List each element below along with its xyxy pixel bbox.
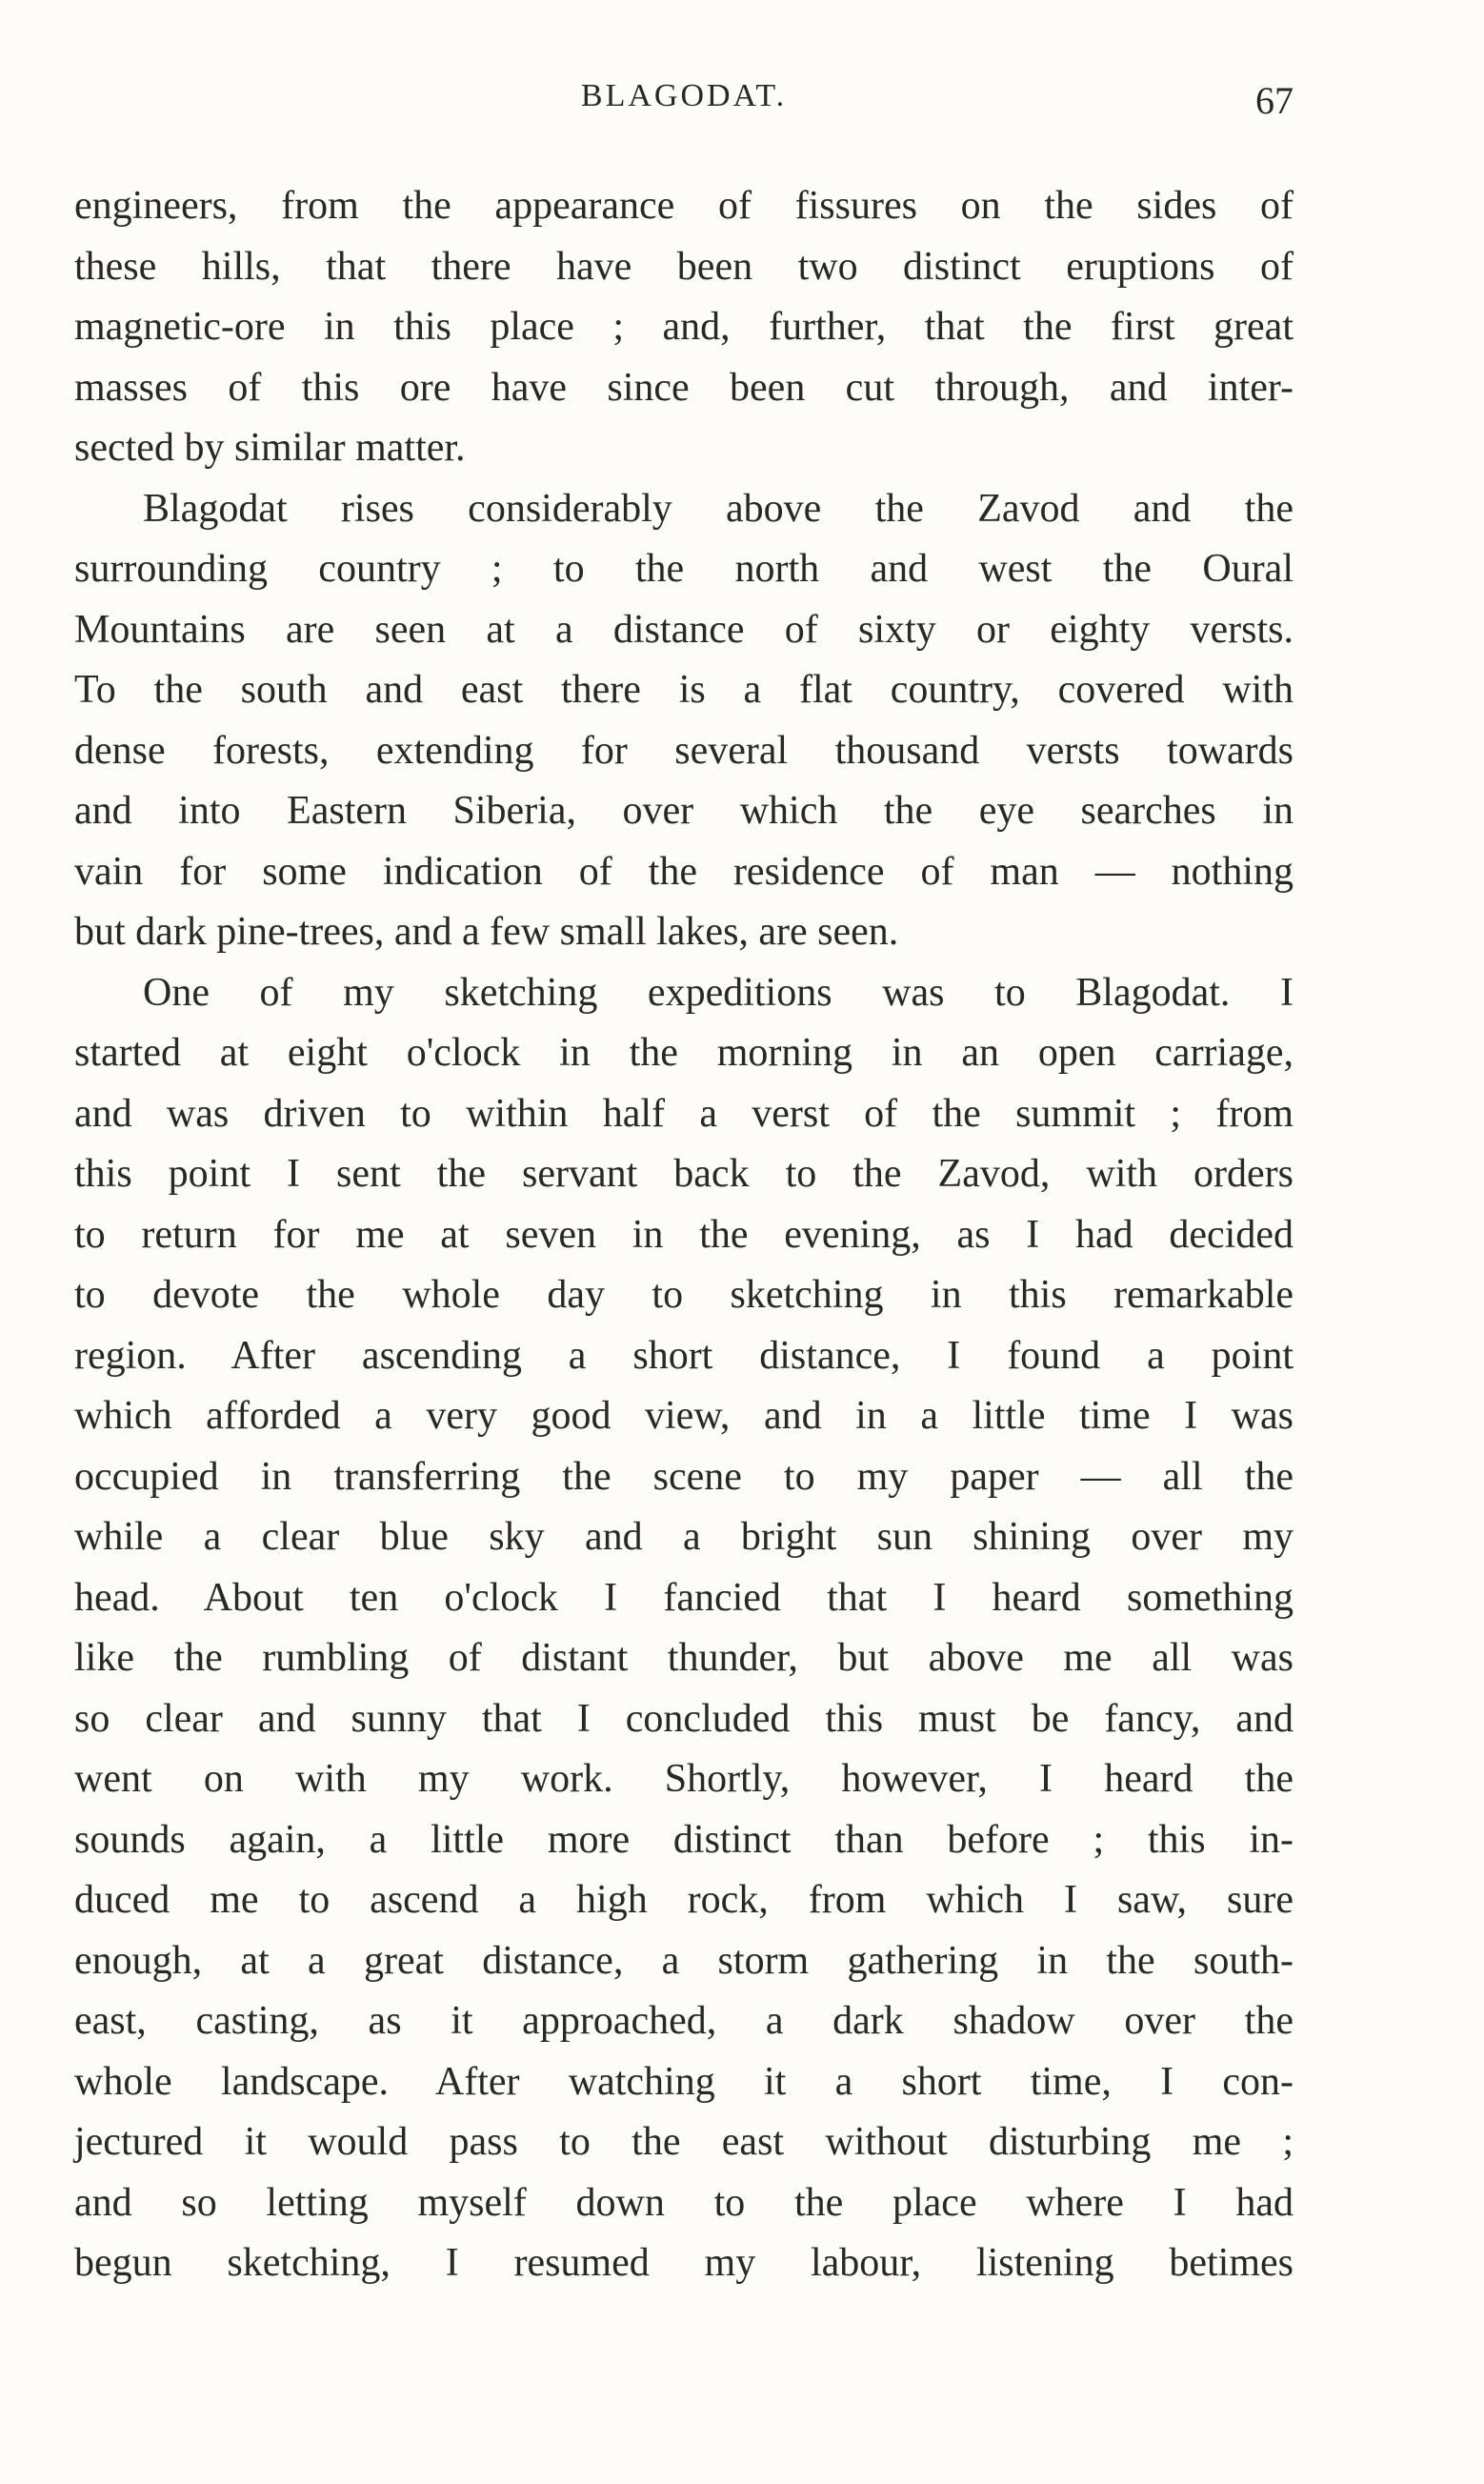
text-line: like the rumbling of distant thunder, but above me all was <box>74 1636 1293 1680</box>
page-number: 67 <box>1255 79 1293 122</box>
text-line: east, casting, as it approached, a dark shadow over the <box>74 1999 1293 2043</box>
text-line: to devote the whole day to sketching in this remarkable <box>74 1273 1293 1317</box>
text-line: surrounding country ; to the north and west the Oural <box>74 547 1293 591</box>
text-line: engineers, from the appearance of fissures on the sides of <box>74 184 1293 228</box>
text-line: whole landscape. After watching it a short time, I con- <box>74 2059 1293 2104</box>
text-line: magnetic-ore in this place ; and, further, that the first great <box>74 305 1293 349</box>
text-line: sounds again, a little more distinct than before ; this in- <box>74 1817 1293 1862</box>
text-line: which afforded a very good view, and in a little time I was <box>74 1394 1293 1438</box>
running-title: BLAGODAT. <box>580 78 788 113</box>
text-line: duced me to ascend a high rock, from which I saw, sure <box>74 1878 1293 1922</box>
text-line: and so letting myself down to the place where I had <box>74 2180 1293 2225</box>
text-line: sected by similar matter. <box>74 426 466 470</box>
text-line: started at eight o'clock in the morning in an open carriage, <box>74 1031 1293 1075</box>
text-line: and into Eastern Siberia, over which the eye searches in <box>74 789 1293 833</box>
body-text <box>74 176 1293 2294</box>
text-line: jectured it would pass to the east without disturbing me ; <box>74 2120 1293 2164</box>
text-line: and was driven to within half a verst of the summit ; from <box>74 1091 1293 1136</box>
text-line: Mountains are seen at a distance of sixty or eighty versts. <box>74 607 1293 652</box>
text-line: while a clear blue sky and a bright sun shining over my <box>74 1515 1293 1559</box>
text-line: occupied in transferring the scene to my paper — all the <box>74 1454 1293 1499</box>
running-header <box>74 78 1293 135</box>
text-line: dense forests, extending for several thousand versts towards <box>74 728 1293 773</box>
text-line: this point I sent the servant back to the Zavod, with orders <box>74 1152 1293 1196</box>
text-line: vain for some indication of the residence of man — nothing <box>74 849 1293 894</box>
paragraph-first-line: One of my sketching expeditions was to Blagodat. I <box>143 970 1293 1015</box>
text-line: but dark pine-trees, and a few small lakes, are seen. <box>74 910 899 954</box>
text-line: begun sketching, I resumed my labour, listening betimes <box>74 2241 1293 2285</box>
paragraph-first-line: Blagodat rises considerably above the Zavod and the <box>143 486 1293 531</box>
text-line: head. About ten o'clock I fancied that I heard something <box>74 1575 1293 1620</box>
text-line: masses of this ore have since been cut through, and inter- <box>74 365 1293 410</box>
text-line: so clear and sunny that I concluded this must be fancy, and <box>74 1696 1293 1741</box>
text-line: To the south and east there is a flat country, covered with <box>74 668 1293 712</box>
text-line: to return for me at seven in the evening, as I had decided <box>74 1212 1293 1257</box>
text-line: region. After ascending a short distance, I found a point <box>74 1333 1293 1378</box>
text-line: these hills, that there have been two distinct eruptions of <box>74 244 1293 289</box>
text-line: went on with my work. Shortly, however, I heard the <box>74 1757 1293 1801</box>
text-line: enough, at a great distance, a storm gathering in the south- <box>74 1938 1293 1983</box>
